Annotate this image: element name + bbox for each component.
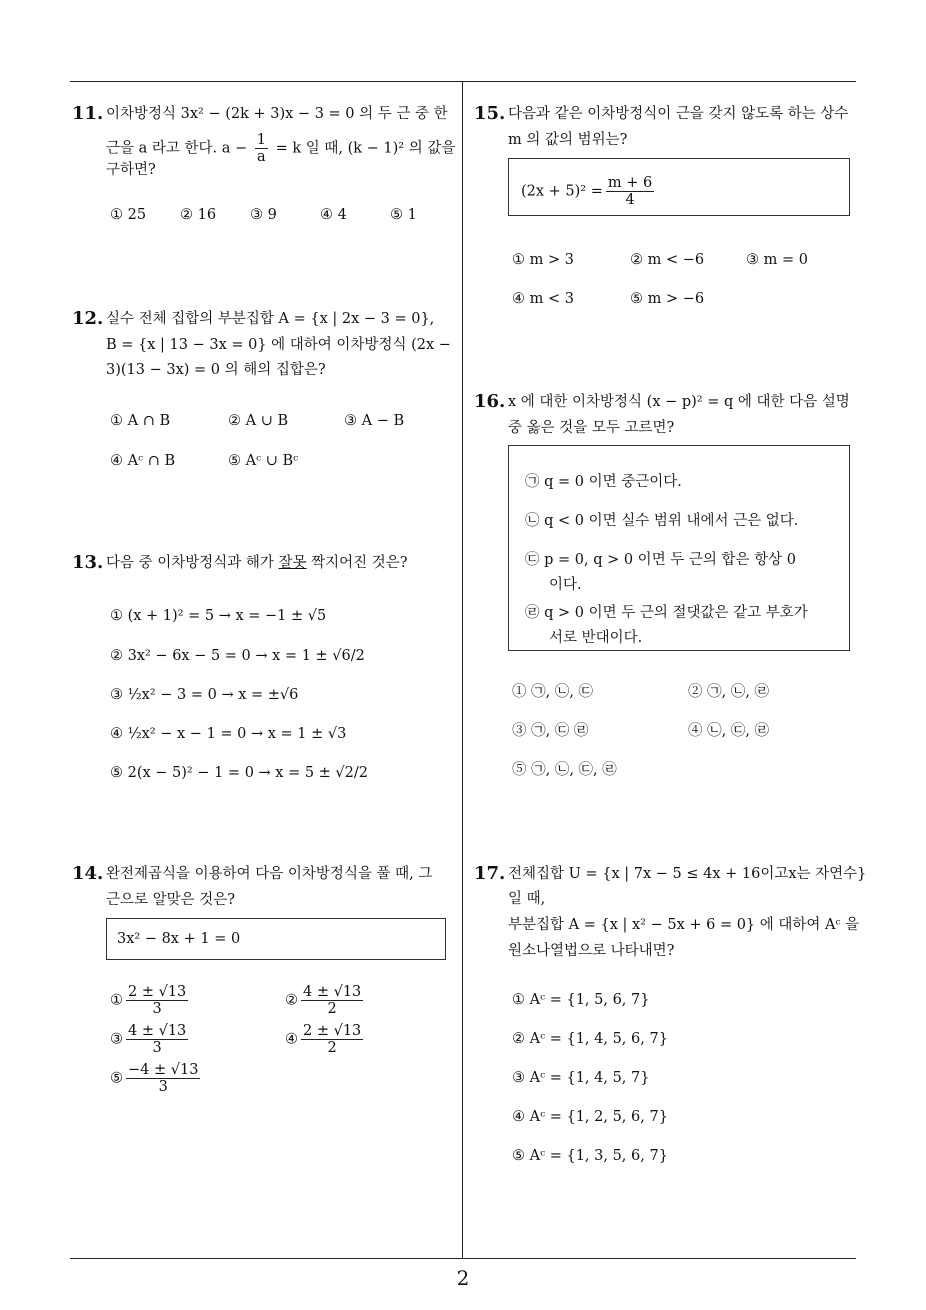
- equation-box: [106, 918, 446, 960]
- equation-left: (2x + 5)² =: [521, 183, 603, 200]
- answer-option[interactable]: ② A ∪ B: [228, 413, 289, 429]
- numerator: −4 ± √13: [128, 1062, 199, 1078]
- answer-option[interactable]: ② 16: [180, 207, 217, 223]
- question-text: 중 옳은 것을 모두 고르면?: [508, 420, 675, 436]
- denominator: 2: [327, 1040, 337, 1056]
- answer-option[interactable]: ② m < −6: [630, 252, 705, 268]
- fraction: [126, 984, 188, 1017]
- question-number: 16.: [474, 391, 506, 412]
- answer-option[interactable]: ③ ½x² − 3 = 0 → x = ±√6: [110, 687, 299, 703]
- question-text: m 의 값의 범위는?: [508, 132, 628, 148]
- question-text: x 에 대한 이차방정식 (x − p)² = q 에 대한 다음 설명: [508, 394, 850, 410]
- question-text-part: 다음 중 이차방정식과 해가: [106, 555, 279, 571]
- question-number: 15.: [474, 103, 506, 124]
- numerator: 4 ± √13: [303, 984, 362, 1000]
- denominator: 3: [152, 1040, 162, 1056]
- answer-option[interactable]: [110, 1023, 191, 1056]
- answer-option[interactable]: ③ ㉠, ㉢ ㉣: [512, 723, 589, 739]
- answer-option[interactable]: ① A ∩ B: [110, 413, 171, 429]
- answer-option[interactable]: ② Aᶜ = {1, 4, 5, 6, 7}: [512, 1031, 668, 1047]
- question-number: 14.: [72, 863, 104, 884]
- question-text: 원소나열법으로 나타내면?: [508, 943, 675, 959]
- question-text: 이차방정식 3x² − (2k + 3)x − 3 = 0 의 두 근 중 한: [106, 106, 448, 122]
- answer-option[interactable]: ⑤ Aᶜ = {1, 3, 5, 6, 7}: [512, 1148, 668, 1164]
- statement: ㉡ q < 0 이면 실수 범위 내에서 근은 없다.: [525, 513, 799, 529]
- answer-option[interactable]: ① ㉠, ㉡, ㉢: [512, 684, 594, 700]
- question-text: 부분집합 A = {x | x² − 5x + 6 = 0} 에 대하여 Aᶜ 을: [508, 917, 860, 933]
- question-text: 완전제곱식을 이용하여 다음 이차방정식을 풀 때, 그: [106, 866, 433, 882]
- equation-box: [508, 158, 850, 216]
- numerator: 2 ± √13: [128, 984, 187, 1000]
- numerator: 1: [256, 132, 266, 148]
- column-divider: [462, 82, 463, 1258]
- answer-option[interactable]: ⑤ 1: [390, 207, 417, 223]
- question-text: 일 때,: [508, 891, 546, 907]
- question-text: [106, 132, 455, 165]
- numerator: 4 ± √13: [128, 1023, 187, 1039]
- statement: ㉢ p = 0, q > 0 이면 두 근의 합은 항상 0: [525, 552, 797, 568]
- answer-option[interactable]: [110, 1062, 203, 1095]
- numerator: m + 6: [607, 175, 653, 191]
- answer-option[interactable]: ④ m < 3: [512, 291, 574, 307]
- question-number: 11.: [72, 103, 104, 124]
- top-rule: [70, 81, 856, 82]
- answer-option[interactable]: ① 25: [110, 207, 147, 223]
- answer-option[interactable]: ④ Aᶜ = {1, 2, 5, 6, 7}: [512, 1109, 668, 1125]
- answer-option[interactable]: ① (x + 1)² = 5 → x = −1 ± √5: [110, 608, 327, 624]
- answer-option[interactable]: ① m > 3: [512, 252, 574, 268]
- answer-option[interactable]: ④ ㉡, ㉢, ㉣: [688, 723, 770, 739]
- answer-option[interactable]: ④ Aᶜ ∩ B: [110, 453, 176, 469]
- statement: ㉣ q > 0 이면 두 근의 절댓값은 같고 부호가: [525, 605, 808, 621]
- fraction: [301, 1023, 363, 1056]
- answer-option[interactable]: ⑤ ㉠, ㉡, ㉢, ㉣: [512, 762, 617, 778]
- fraction: [126, 1062, 200, 1095]
- answer-option[interactable]: ② ㉠, ㉡, ㉣: [688, 684, 770, 700]
- fraction: [126, 1023, 188, 1056]
- question-text-part: = k 일 때, (k − 1)² 의 값을: [275, 140, 456, 157]
- answer-option[interactable]: ② 3x² − 6x − 5 = 0 → x = 1 ± √6/2: [110, 648, 365, 664]
- option-mark: ③: [110, 1031, 123, 1048]
- fraction: [301, 984, 363, 1017]
- answer-option[interactable]: ⑤ m > −6: [630, 291, 705, 307]
- answer-option[interactable]: [285, 984, 366, 1017]
- underlined-word: 잘못: [278, 555, 307, 571]
- statement: 서로 반대이다.: [549, 630, 643, 646]
- equation: 3x² − 8x + 1 = 0: [117, 931, 241, 947]
- answer-option[interactable]: [285, 1023, 366, 1056]
- question-text-part: 근을 a 라고 한다. a −: [106, 140, 248, 157]
- question-text-part: 짝지어진 것은?: [306, 555, 408, 571]
- answer-option[interactable]: ⑤ Aᶜ ∪ Bᶜ: [228, 453, 299, 469]
- question-text: 3)(13 − 3x) = 0 의 해의 집합은?: [106, 362, 326, 378]
- denominator: 2: [327, 1001, 337, 1017]
- denominator: a: [257, 149, 266, 165]
- question-number: 12.: [72, 308, 104, 329]
- answer-option[interactable]: ③ m = 0: [746, 252, 808, 268]
- answer-option[interactable]: ③ 9: [250, 207, 277, 223]
- answer-option[interactable]: ③ A − B: [344, 413, 405, 429]
- statement: ㉠ q = 0 이면 중근이다.: [525, 474, 682, 490]
- question-text: 다음과 같은 이차방정식이 근을 갖지 않도록 하는 상수: [508, 106, 849, 122]
- answer-option[interactable]: ③ Aᶜ = {1, 4, 5, 7}: [512, 1070, 650, 1086]
- question-text: B = {x | 13 − 3x = 0} 에 대하여 이차방정식 (2x −: [106, 337, 451, 353]
- fraction: [255, 132, 268, 165]
- question-text: 전체집합 U = {x | 7x − 5 ≤ 4x + 16이고x는 자연수}: [508, 866, 867, 882]
- denominator: 4: [625, 192, 635, 208]
- question-text: 근으로 알맞은 것은?: [106, 892, 236, 908]
- numerator: 2 ± √13: [303, 1023, 362, 1039]
- option-mark: ⑤: [110, 1070, 123, 1087]
- question-number: 17.: [474, 863, 506, 884]
- answer-option[interactable]: ① Aᶜ = {1, 5, 6, 7}: [512, 992, 650, 1008]
- option-mark: ①: [110, 992, 123, 1009]
- fraction: [606, 175, 654, 208]
- question-number: 13.: [72, 552, 104, 573]
- option-mark: ④: [285, 1031, 298, 1048]
- question-text: 실수 전체 집합의 부분집합 A = {x | 2x − 3 = 0},: [106, 311, 435, 327]
- answer-option[interactable]: ④ 4: [320, 207, 347, 223]
- denominator: 3: [152, 1001, 162, 1017]
- answer-option[interactable]: ⑤ 2(x − 5)² − 1 = 0 → x = 5 ± √2/2: [110, 765, 368, 781]
- page-number: 2: [456, 1266, 470, 1290]
- question-text: 구하면?: [106, 162, 156, 178]
- statement-box: [508, 445, 850, 651]
- answer-option[interactable]: [110, 984, 191, 1017]
- denominator: 3: [158, 1079, 168, 1095]
- question-text: [106, 553, 408, 573]
- answer-option[interactable]: ④ ½x² − x − 1 = 0 → x = 1 ± √3: [110, 726, 347, 742]
- equation: [521, 175, 657, 208]
- bottom-rule: [70, 1258, 856, 1259]
- statement: 이다.: [549, 577, 582, 593]
- option-mark: ②: [285, 992, 298, 1009]
